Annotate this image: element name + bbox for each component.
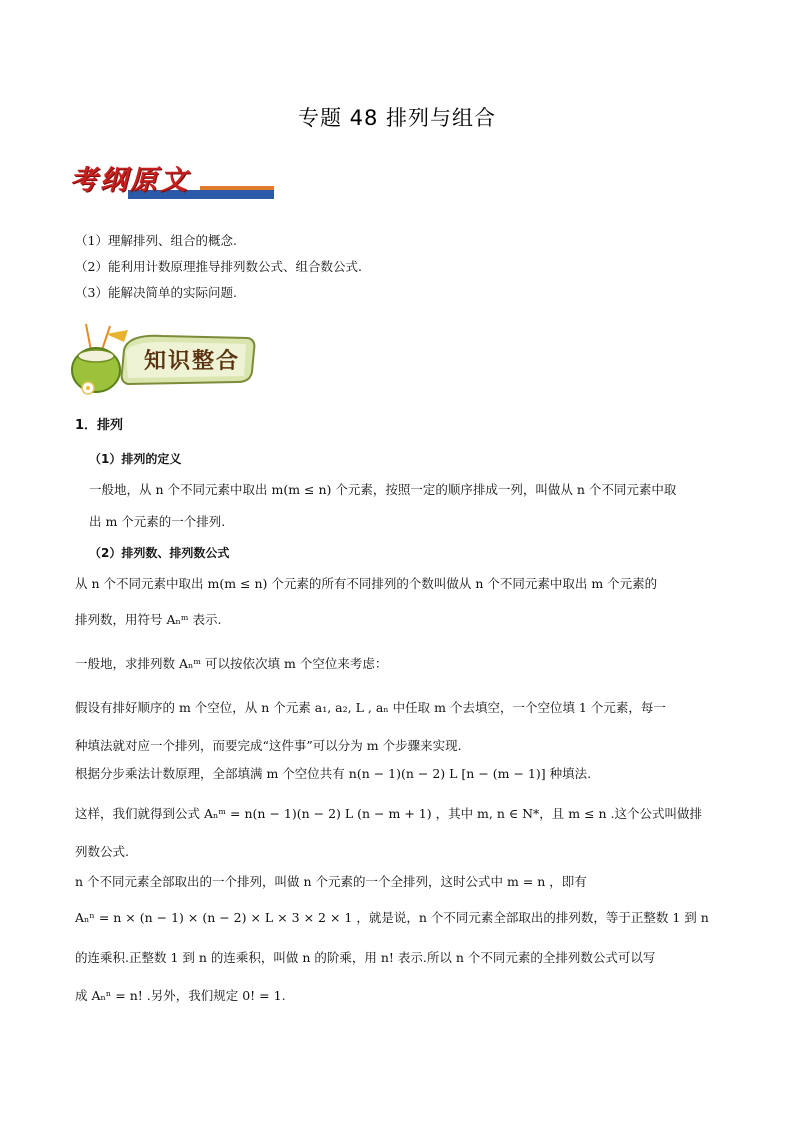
paragraph-line: 成 Aₙⁿ = n! .另外，我们规定 0! = 1. (75, 988, 286, 1003)
paragraph-line: 的连乘积.正整数 1 到 n 的连乘积，叫做 n 的阶乘，用 n! 表示.所以 n 个不同元素的全排列数公式可以写 (75, 950, 656, 965)
paragraph-line: 排列数，用符号 Aₙᵐ 表示. (75, 612, 222, 627)
objective-item: （3）能解决简单的实际问题. (75, 285, 237, 300)
objectives-list (75, 228, 362, 306)
paragraph-line: 从 n 个不同元素中取出 m(m ≤ n) 个元素的所有不同排列的个数叫做从 n 个不同元素中取出 m 个元素的 (75, 576, 658, 591)
objective-item: （2）能利用计数原理推导排列数公式、组合数公式. (75, 259, 362, 274)
paragraph-line: 一般地，从 n 个不同元素中取出 m(m ≤ n) 个元素，按照一定的顺序排成一列，叫做从 n 个不同元素中取 (89, 482, 677, 497)
knowledge-label: 知识整合 (144, 349, 241, 374)
paragraph-line: 根据分步乘法计数原理，全部填满 m 个空位共有 n(n − 1)(n − 2) L [n − (m − 1)] 种填法. (75, 766, 592, 781)
paragraph-line: 种填法就对应一个排列，而要完成“这件事”可以分为 m 个步骤来实现. (75, 738, 462, 753)
paragraph-line: n 个不同元素全部取出的一个排列，叫做 n 个元素的一个全排列，这时公式中 m = n ，即有 (75, 874, 587, 889)
subsection-heading: （2）排列数、排列数公式 (89, 546, 230, 560)
section-heading: 1．排列 (75, 418, 124, 433)
page-title: 专题 48 排列与组合 (297, 106, 497, 130)
exam-outline-banner (70, 158, 210, 204)
paragraph-line: 列数公式. (75, 844, 129, 859)
paragraph-line: 出 m 个元素的一个排列. (89, 514, 226, 529)
exam-outline-label: 考纲原文 (70, 165, 190, 196)
objective-item: （1）理解排列、组合的概念. (75, 233, 237, 248)
paragraph-line: 这样，我们就得到公式 Aₙᵐ = n(n − 1)(n − 2) L (n − m + 1) ，其中 m, n ∈ N*，且 m ≤ n .这个公式叫做排 (75, 806, 703, 821)
knowledge-banner (66, 320, 256, 400)
paragraph-line: Aₙⁿ = n × (n − 1) × (n − 2) × L × 3 × 2 × 1 ，就是说，n 个不同元素全部取出的排列数，等于正整数 1 到 n (75, 910, 709, 925)
paragraph-line: 一般地，求排列数 Aₙᵐ 可以按依次填 m 个空位来考虑： (75, 656, 388, 671)
subsection-heading: （1）排列的定义 (89, 452, 182, 466)
paragraph-line: 假设有排好顺序的 m 个空位，从 n 个元素 a₁, a₂, L , aₙ 中任取 m 个去填空，一个空位填 1 个元素，每一 (75, 700, 666, 715)
